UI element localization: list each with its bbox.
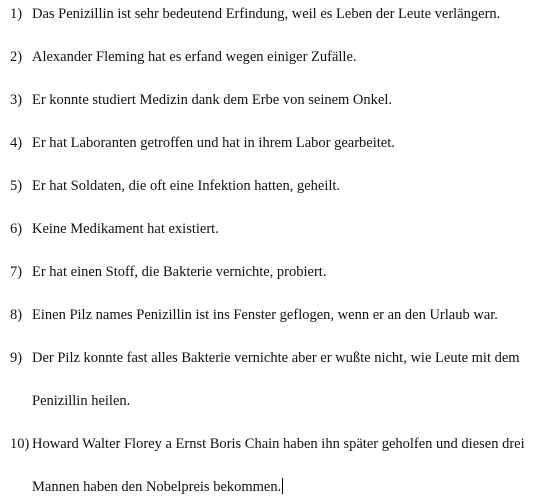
list-item-continuation bbox=[32, 392, 130, 410]
item-text: Howard Walter Florey a Ernst Boris Chain haben ihn später geholfen und diesen drei bbox=[32, 436, 525, 452]
item-text: Er hat Soldaten, die oft eine Infektion hatten, geheilt. bbox=[32, 178, 341, 194]
item-number: 1) bbox=[10, 6, 23, 22]
text-cursor bbox=[282, 478, 283, 494]
list-item bbox=[10, 177, 340, 195]
list-item bbox=[10, 349, 520, 367]
item-number: 7) bbox=[10, 264, 23, 280]
item-text: Einen Pilz names Penizillin ist ins Fenster geflogen, wenn er an den Urlaub war. bbox=[32, 307, 498, 323]
list-item-continuation bbox=[32, 478, 283, 496]
item-number: 5) bbox=[10, 178, 23, 194]
list-item bbox=[10, 306, 498, 324]
list-item bbox=[10, 91, 392, 109]
item-number: 8) bbox=[10, 307, 23, 323]
list-item bbox=[10, 220, 219, 238]
item-number: 10) bbox=[10, 436, 30, 452]
item-number: 3) bbox=[10, 92, 23, 108]
item-number: 4) bbox=[10, 135, 23, 151]
item-text: Mannen haben den Nobelpreis bekommen. bbox=[32, 479, 282, 495]
item-number: 6) bbox=[10, 221, 23, 237]
list-item bbox=[10, 5, 500, 23]
item-number: 9) bbox=[10, 350, 23, 366]
list-item bbox=[10, 263, 326, 281]
item-text: Das Penizillin ist sehr bedeutend Erfindung, weil es Leben der Leute verlängern. bbox=[32, 6, 501, 22]
item-text: Er konnte studiert Medizin dank dem Erbe von seinem Onkel. bbox=[32, 92, 392, 108]
item-text: Er hat Laboranten getroffen und hat in ihrem Labor gearbeitet. bbox=[32, 135, 395, 151]
item-text: Penizillin heilen. bbox=[32, 393, 131, 409]
item-text: Der Pilz konnte fast alles Bakterie vernichte aber er wußte nicht, wie Leute mit dem bbox=[32, 350, 520, 366]
item-text: Er hat einen Stoff, die Bakterie vernichte, probiert. bbox=[32, 264, 327, 280]
list-item bbox=[10, 435, 525, 453]
list-item bbox=[10, 134, 395, 152]
item-text: Alexander Fleming hat es erfand wegen einiger Zufälle. bbox=[32, 49, 357, 65]
item-text: Keine Medikament hat existiert. bbox=[32, 221, 219, 237]
item-number: 2) bbox=[10, 49, 23, 65]
list-item bbox=[10, 48, 357, 66]
